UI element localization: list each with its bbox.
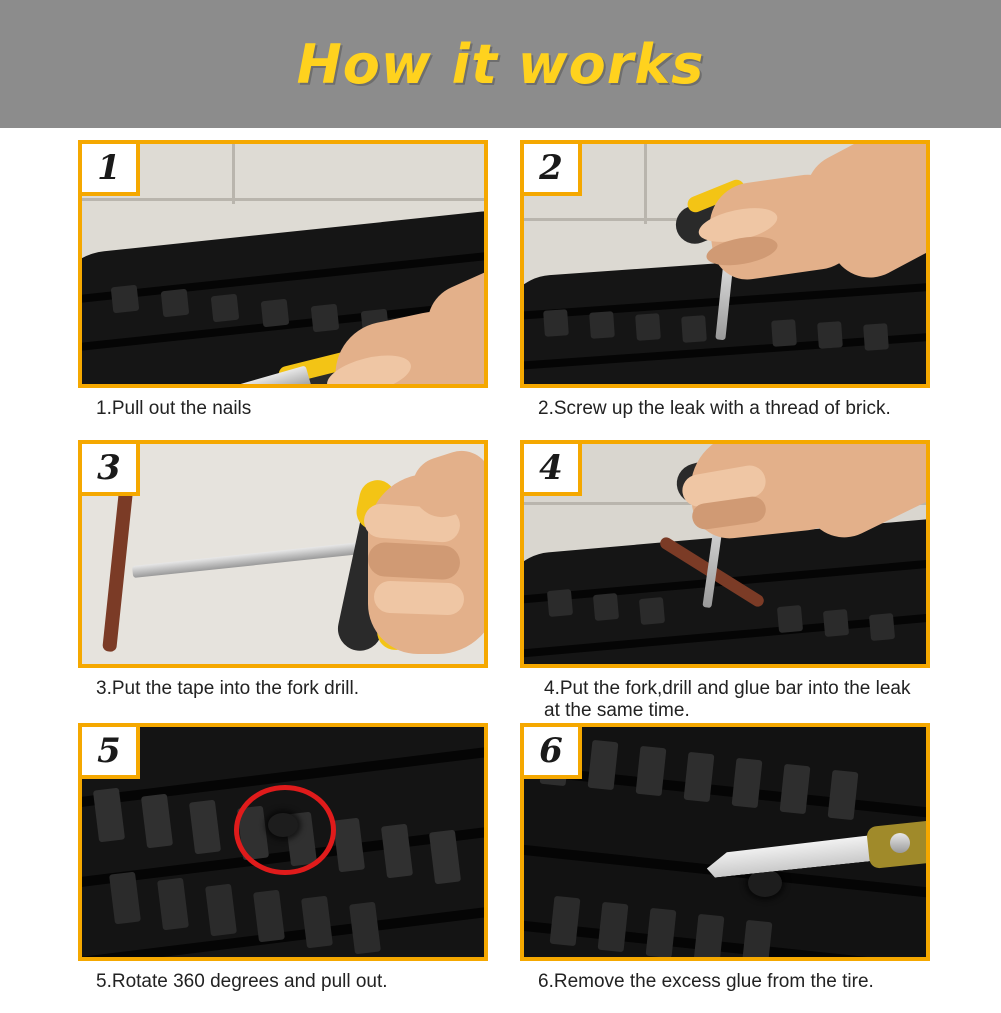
step-number: 2 bbox=[539, 148, 563, 188]
tread-block bbox=[777, 605, 803, 633]
tread-block bbox=[311, 304, 340, 333]
scene-knife-trimming-plug bbox=[524, 727, 926, 957]
tread-block bbox=[823, 609, 849, 637]
tread-block bbox=[639, 597, 665, 625]
tread-block bbox=[543, 309, 569, 337]
step-number: 5 bbox=[97, 730, 121, 771]
tread-block bbox=[547, 589, 573, 617]
step-number-badge bbox=[82, 144, 140, 196]
step-number: 4 bbox=[539, 448, 563, 488]
step-3-photo bbox=[78, 440, 488, 668]
scene-inserting-plug bbox=[524, 444, 926, 664]
tread-block bbox=[589, 311, 615, 339]
floor-grout-line bbox=[232, 144, 235, 204]
step-number-badge bbox=[524, 727, 582, 779]
step-caption: 3.Put the tape into the fork drill. bbox=[96, 678, 359, 699]
steps-grid bbox=[78, 140, 930, 1013]
tread-block bbox=[550, 896, 581, 946]
tread-block bbox=[771, 319, 797, 347]
scene-fork-drill-with-plug bbox=[82, 444, 484, 664]
tread-block bbox=[684, 752, 715, 802]
step-card-5 bbox=[78, 723, 488, 1013]
step-1-photo bbox=[78, 140, 488, 388]
step-2-photo bbox=[520, 140, 930, 388]
step-card-4 bbox=[520, 440, 930, 723]
tread-block bbox=[732, 758, 763, 808]
step-caption: 4.Put the fork,drill and glue bar into the leak at the same time. bbox=[544, 678, 911, 722]
step-number: 6 bbox=[539, 730, 563, 771]
step-6-photo bbox=[520, 723, 930, 961]
step-card-6 bbox=[520, 723, 930, 1013]
scene-reamer-in-tire bbox=[524, 144, 926, 384]
finger bbox=[367, 542, 461, 581]
steps-row-3 bbox=[78, 723, 930, 1013]
scene-tire-marked-plug bbox=[82, 727, 484, 957]
tread-block bbox=[681, 315, 707, 343]
step-card-1 bbox=[78, 140, 488, 440]
tread-block bbox=[646, 908, 677, 958]
step-card-3 bbox=[78, 440, 488, 723]
tread-block bbox=[636, 746, 667, 796]
step-number-badge bbox=[524, 144, 582, 196]
step-card-2 bbox=[520, 140, 930, 440]
scene-pliers-pulling-nail bbox=[82, 144, 484, 384]
tread-block bbox=[780, 764, 811, 814]
finger bbox=[373, 580, 464, 615]
tread-block bbox=[828, 770, 859, 820]
step-caption: 1.Pull out the nails bbox=[96, 398, 252, 419]
tread-block bbox=[869, 613, 895, 641]
tread-block bbox=[817, 321, 843, 349]
steps-row-1 bbox=[78, 140, 930, 440]
tread-block bbox=[111, 285, 140, 314]
steps-row-2 bbox=[78, 440, 930, 723]
tread-block bbox=[598, 902, 629, 952]
tread-block bbox=[211, 294, 240, 323]
step-caption: 6.Remove the excess glue from the tire. bbox=[538, 970, 874, 992]
floor-grout-line bbox=[82, 198, 484, 201]
tread-block bbox=[261, 299, 290, 328]
tread-block bbox=[635, 313, 661, 341]
step-number-badge bbox=[82, 727, 140, 779]
step-number: 3 bbox=[97, 448, 121, 488]
step-number: 1 bbox=[97, 148, 121, 188]
highlight-circle bbox=[234, 785, 336, 875]
tread-block bbox=[593, 593, 619, 621]
knife-rivet bbox=[890, 833, 910, 853]
step-caption: 2.Screw up the leak with a thread of brick. bbox=[538, 398, 891, 419]
step-number-badge bbox=[524, 444, 582, 496]
step-number-badge bbox=[82, 444, 140, 496]
page-title: How it works bbox=[296, 32, 705, 96]
step-4-photo bbox=[520, 440, 930, 668]
page-header bbox=[0, 0, 1001, 128]
tread-block bbox=[863, 323, 889, 351]
tread-block bbox=[588, 740, 619, 790]
tread-block bbox=[694, 914, 725, 961]
step-caption: 5.Rotate 360 degrees and pull out. bbox=[96, 970, 388, 992]
floor-grout-line bbox=[644, 144, 647, 224]
tread-block bbox=[742, 920, 773, 961]
tread-block bbox=[161, 289, 190, 318]
step-5-photo bbox=[78, 723, 488, 961]
